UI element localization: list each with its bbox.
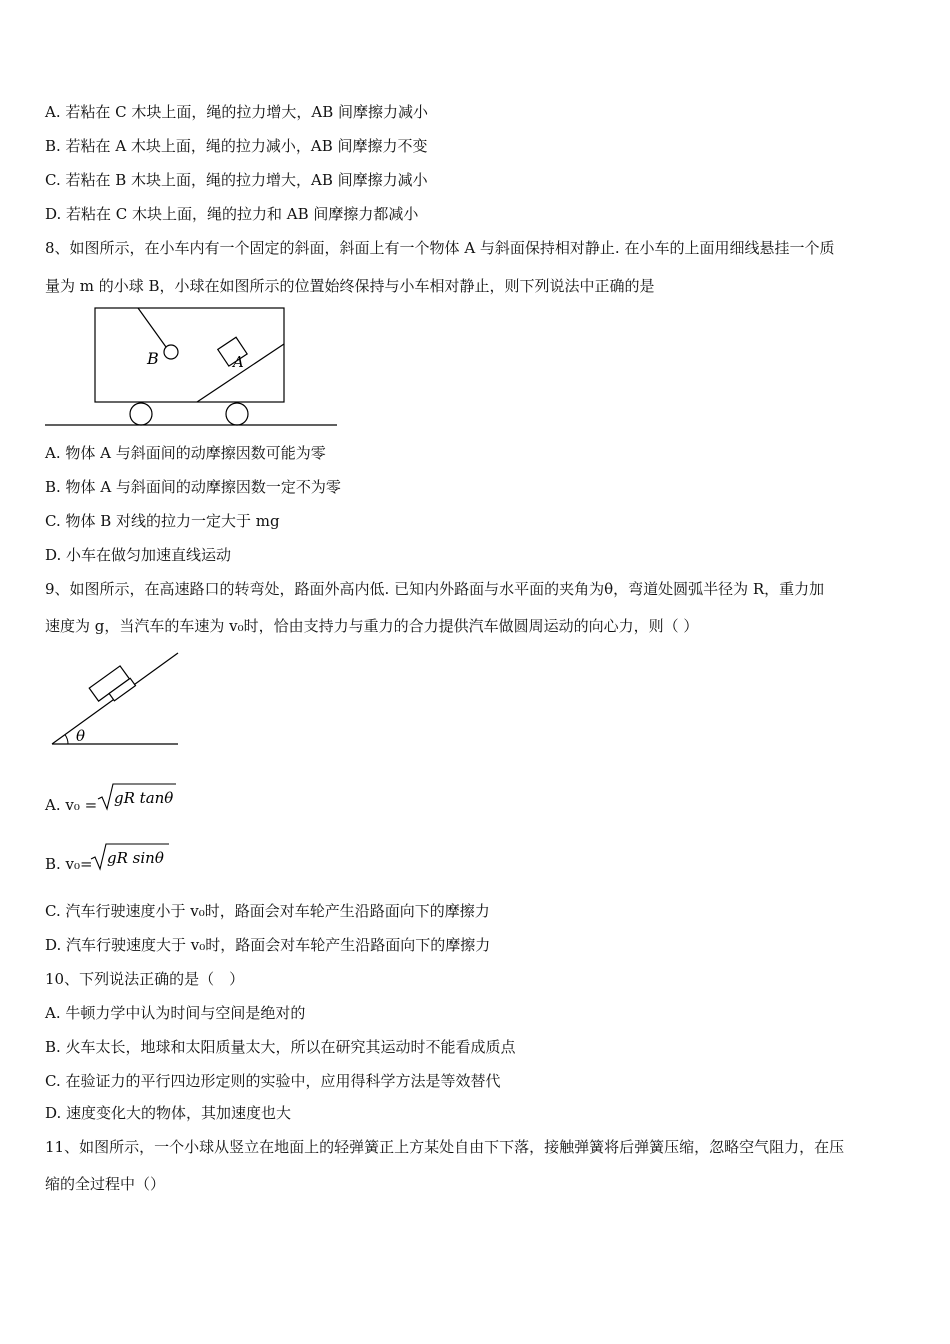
q9-option-a-label: A. v₀ = <box>45 796 98 814</box>
cart-body <box>95 308 284 402</box>
q9-stem-line1: 9、如图所示，在高速路口的转弯处，路面外高内低. 已知内外路面与水平面的夹角为θ，弯道处圆弧半径为 R，重力加 <box>45 580 825 598</box>
q8-cart-figure <box>40 300 345 430</box>
ball-label: B <box>147 349 159 368</box>
q8-option-c: C. 物体 B 对线的拉力一定大于 mg <box>45 512 280 530</box>
q7-option-a: A. 若粘在 C 木块上面，绳的拉力增大，AB 间摩擦力减小 <box>45 103 429 121</box>
q10-stem: 10、下列说法正确的是（ ） <box>45 970 245 988</box>
q9-option-a-radicand: gR tanθ <box>114 789 174 807</box>
q10-option-b: B. 火车太长，地球和太阳质量太大，所以在研究其运动时不能看成质点 <box>45 1038 516 1056</box>
q7-option-b: B. 若粘在 A 木块上面，绳的拉力减小，AB 间摩擦力不变 <box>45 137 428 155</box>
q9-option-a-radical <box>96 782 178 812</box>
angle-arc <box>65 735 68 744</box>
wheel-right <box>226 403 248 425</box>
q8-stem-line2: 量为 m 的小球 B，小球在如图所示的位置始终保持与小车相对静止，则下列说法中正确的是 <box>45 277 655 295</box>
q9-road-figure <box>45 648 190 750</box>
q9-option-b-label: B. v₀= <box>45 855 93 873</box>
q7-option-d: D. 若粘在 C 木块上面，绳的拉力和 AB 间摩擦力都减小 <box>45 205 419 223</box>
q8-option-a: A. 物体 A 与斜面间的动摩擦因数可能为零 <box>45 444 326 462</box>
angle-label: θ <box>76 727 86 745</box>
q10-option-c: C. 在验证力的平行四边形定则的实验中，应用得科学方法是等效替代 <box>45 1072 501 1090</box>
q11-stem-line2: 缩的全过程中（） <box>45 1175 166 1193</box>
string <box>138 308 166 347</box>
q10-option-d: D. 速度变化大的物体，其加速度也大 <box>45 1104 292 1122</box>
car <box>89 665 135 708</box>
q9-stem-line2: 速度为 g，当汽车的车速为 v₀时，恰由支持力与重力的合力提供汽车做圆周运动的向心力，则（ ） <box>45 617 699 635</box>
q9-option-d: D. 汽车行驶速度大于 v₀时，路面会对车轮产生沿路面向下的摩擦力 <box>45 936 491 954</box>
q9-option-c: C. 汽车行驶速度小于 v₀时，路面会对车轮产生沿路面向下的摩擦力 <box>45 902 490 920</box>
q8-stem-line1: 8、如图所示，在小车内有一个固定的斜面，斜面上有一个物体 A 与斜面保持相对静止. 在小车的上面用细线悬挂一个质 <box>45 239 835 257</box>
q9-option-b-radical <box>89 842 171 872</box>
ball-b <box>164 345 178 359</box>
block-label: A <box>233 353 244 371</box>
q9-option-b-radicand: gR sinθ <box>107 849 164 867</box>
q7-option-c: C. 若粘在 B 木块上面，绳的拉力增大，AB 间摩擦力减小 <box>45 171 428 189</box>
wheel-left <box>130 403 152 425</box>
q8-option-d: D. 小车在做匀加速直线运动 <box>45 546 232 564</box>
q10-option-a: A. 牛顿力学中认为时间与空间是绝对的 <box>45 1004 306 1022</box>
q11-stem-line1: 11、如图所示，一个小球从竖立在地面上的轻弹簧正上方某处自由下下落，接触弹簧将后弹簧压缩，忽略空气阻力，在压 <box>45 1138 845 1156</box>
q8-option-b: B. 物体 A 与斜面间的动摩擦因数一定不为零 <box>45 478 341 496</box>
